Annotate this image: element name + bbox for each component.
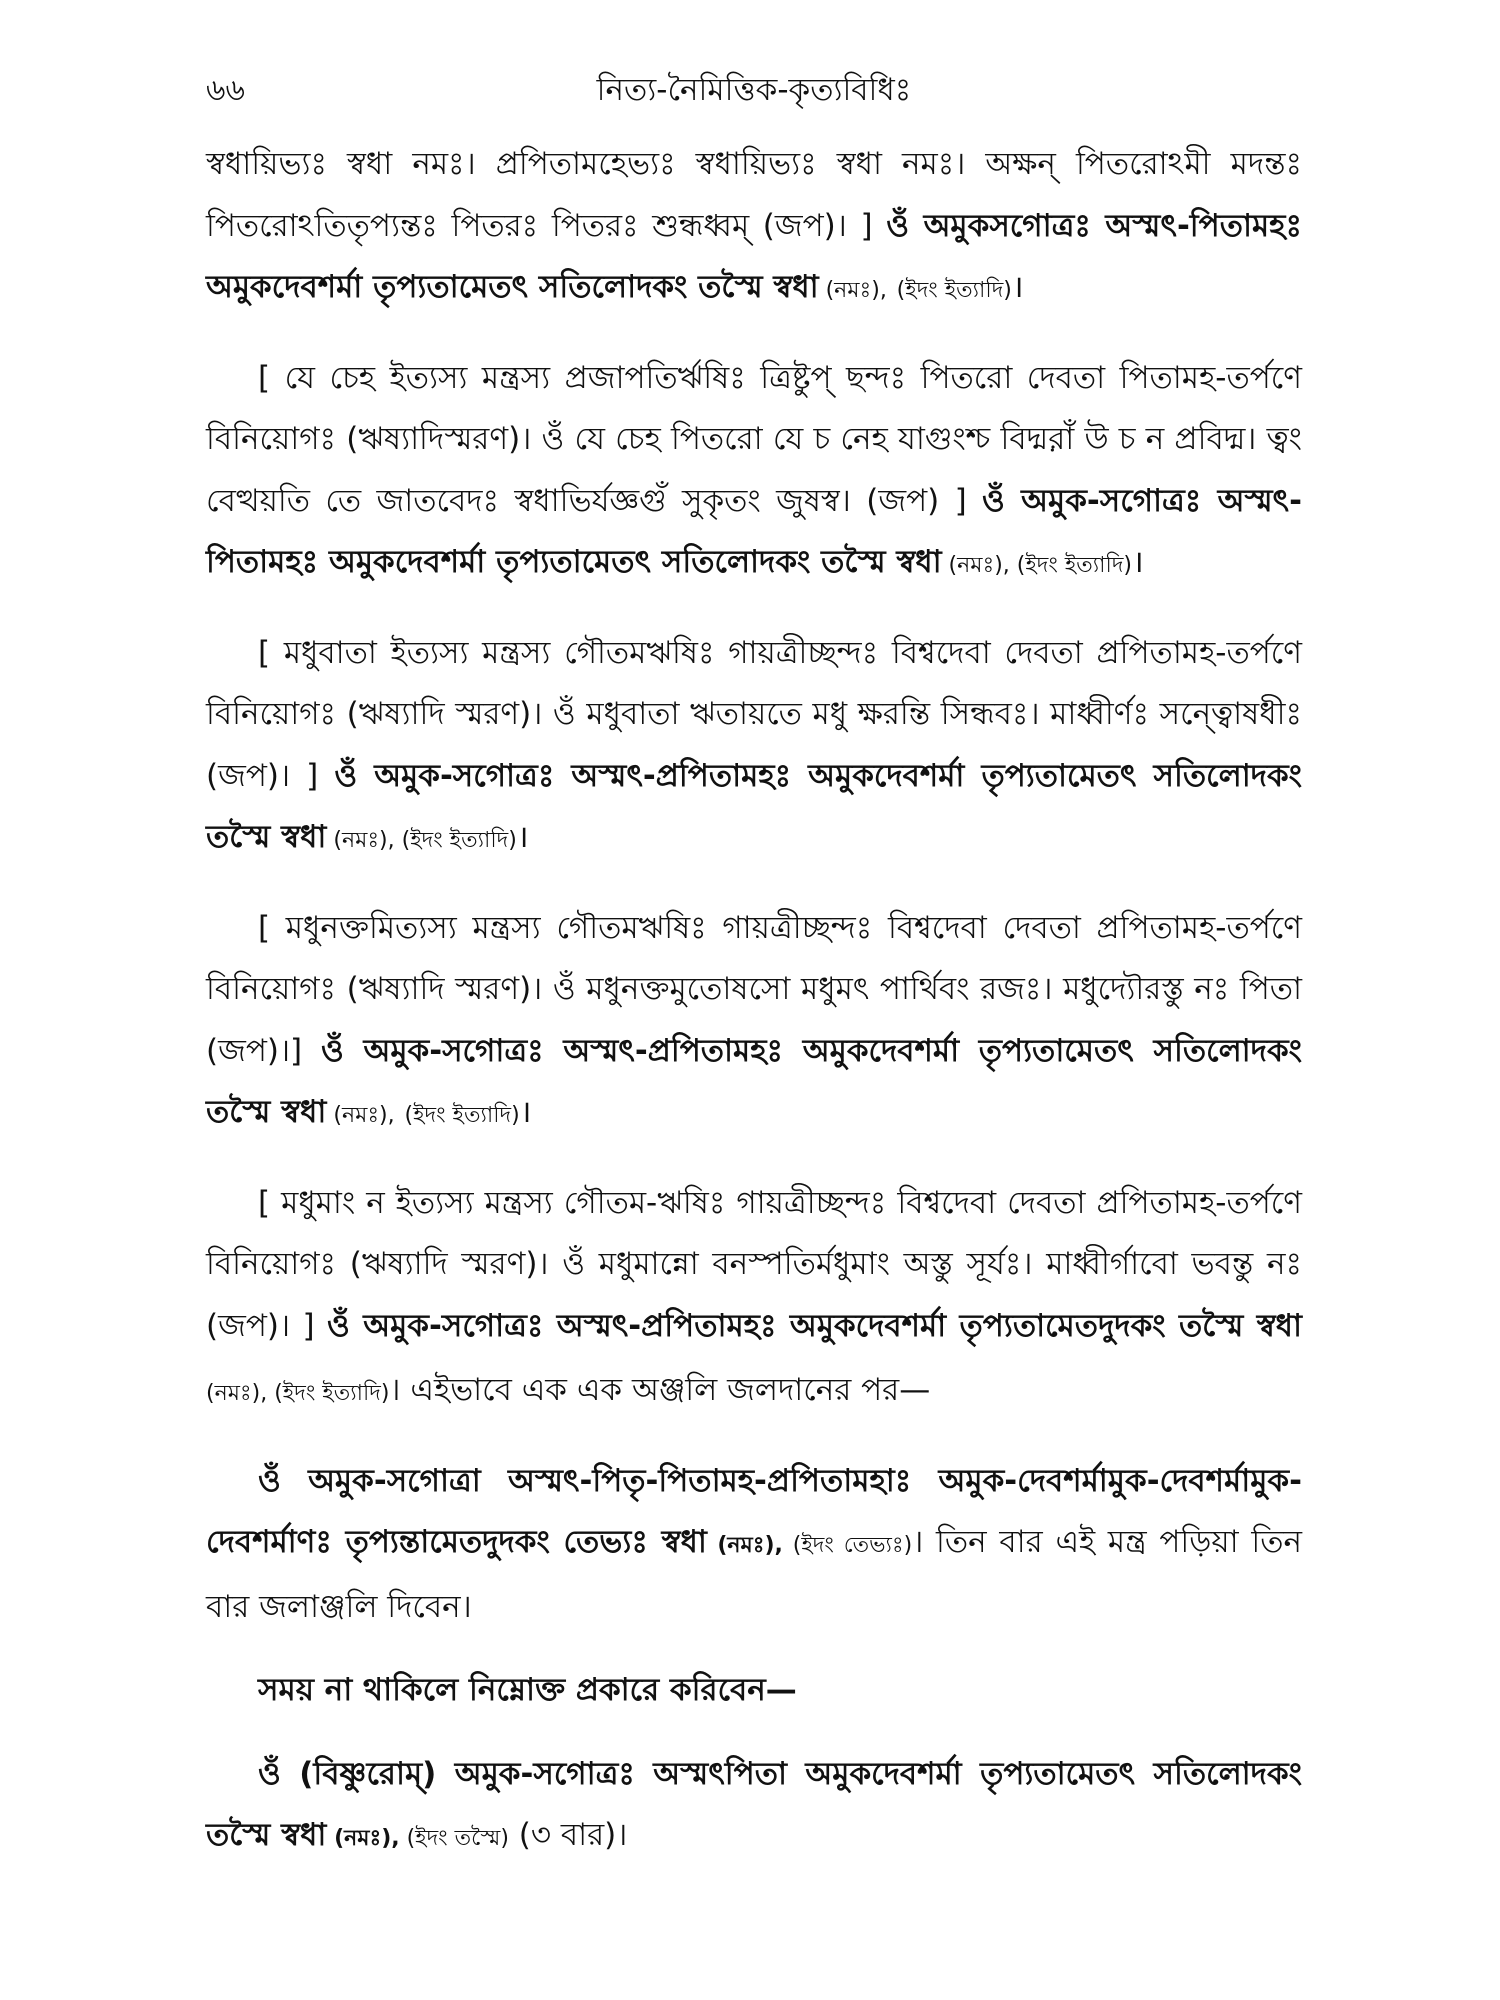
text-run: । তিন বার এই মন্ত্র পড়িয়া তিন বার জলাঞ্জলি দিবেন। (206, 1524, 1303, 1625)
text-run: [ যে চেহ ইত্যস্য মন্ত্রস্য প্রজাপতির্ঋষিঃ ত্রিষ্টুপ্ ছন্দঃ পিতরো দেবতা পিতামহ-তর্পণে বিনিয়োগঃ (ঋষ্যাদিস্মরণ)। ওঁ যে চেহ পিতরো যে চ নেহ যাগুংশ্চ বিদ্মর়াঁ উ চ ন প্রবিদ্ম। ত্বং বেত্থয়তি তে জাতবেদঃ স্বধাভির্যজ্ঞগুঁ সুকৃতং জুষস্ব। (জপ) ] (206, 359, 1302, 519)
text-run: (ইদং ইত্যাদি) (404, 1103, 520, 1128)
text-run: ওঁ অমুক-সগোত্রঃ অস্মৎ-প্রপিতামহঃ অমুকদেবশর্মা তৃপ্যতামেতদুদকং তস্মৈ স্বধা (327, 1307, 1302, 1344)
text-run: ওঁ (বিষ্ণুরোম্) অমুক-সগোত্রঃ অস্মৎপিতা অমুকদেবশর্মা তৃপ্যতামেতৎ সতিলোদকং তস্মৈ স্বধা (206, 1755, 1302, 1853)
text-run: । এইভাবে এক এক অঞ্জলি জলদানের পর— (389, 1372, 931, 1408)
page-header (206, 58, 1302, 118)
book-page (206, 58, 1302, 1870)
text-run: (নমঃ), (ইদং ইত্যাদি) (326, 828, 517, 853)
text-run: (ইদং তস্মৈ) (399, 1826, 509, 1851)
paragraph-8 (206, 1744, 1302, 1870)
text-run: । (1011, 269, 1024, 305)
paragraph-2 (206, 348, 1302, 597)
text-run: [ মধুনক্তমিত্যস্য মন্ত্রস্য গৌতমঋষিঃ গায়ত্রীচ্ছন্দঃ বিশ্বদেবা দেবতা প্রপিতামহ-তর্পণে বিনিয়োগঃ (ঋষ্যাদি স্মরণ)। ওঁ মধুনক্তমুতোষসো মধুমৎ পার্থিবং রজঃ। মধুদ্যৌরস্তু নঃ পিতা (জপ)।] (206, 909, 1302, 1069)
text-run: ওঁ অমুক-সগোত্রঃ অস্মৎ-প্রপিতামহঃ অমুকদেবশর্মা তৃপ্যতামেতৎ সতিলোদকং তস্মৈ স্বধা (206, 1032, 1302, 1130)
text-run: (নমঃ), (818, 278, 887, 303)
text-run: [ মধুমাং ন ইত্যস্য মন্ত্রস্য গৌতম-ঋষিঃ গায়ত্রীচ্ছন্দঃ বিশ্বদেবা দেবতা প্রপিতামহ-তর্পণে বিনিয়োগঃ (ঋষ্যাদি স্মরণ)। ওঁ মধুমান্নো বনস্পতির্মধুমাং অস্তু সূর্যঃ। মাধ্বীর্গাবো ভবন্তু নঃ (জপ)। ] (206, 1184, 1302, 1344)
text-run: ওঁ অমুকসগোত্রঃ অস্মৎ-পিতামহঃ অমুকদেবশর্মা তৃপ্যতামেতৎ সতিলোদকং তস্মৈ স্বধা (206, 207, 1302, 305)
text-run: (নমঃ), (706, 1533, 783, 1558)
text-run: ওঁ অমুক-সগোত্রা অস্মৎ-পিতৃ-পিতামহ-প্রপিতামহাঃ অমুক-দেবশর্মামুক-দেবশর্মামুক-দেবশর্মাণঃ তৃপ্যন্তামেতদুদকং তেভ্যঃ স্বধা (206, 1462, 1302, 1560)
text-run: (নমঃ), (326, 1826, 400, 1851)
text-run: [ মধুবাতা ইত্যস্য মন্ত্রস্য গৌতমঋষিঃ গায়ত্রীচ্ছন্দঃ বিশ্বদেবা দেবতা প্রপিতামহ-তর্পণে বিনিয়োগঃ (ঋষ্যাদি স্মরণ)। ওঁ মধুবাতা ঋতায়তে মধু ক্ষরন্তি সিন্ধবঃ। মাধ্বীর্ণঃ সন্ত্বোষধীঃ (জপ)। ] (206, 634, 1302, 794)
text-run: সময় না থাকিলে নিম্নোক্ত প্রকারে করিবেন— (258, 1672, 797, 1708)
page-number: ৬৬ (206, 73, 246, 108)
paragraph-7 (206, 1660, 1302, 1722)
text-run: ওঁ অমুক-সগোত্রঃ অস্মৎ-পিতামহঃ অমুকদেবশর্মা তৃপ্যতামেতৎ সতিলোদকং তস্মৈ স্বধা (206, 482, 1302, 580)
paragraph-1 (206, 134, 1302, 322)
paragraph-4 (206, 898, 1302, 1147)
text-run: স্বধায়িভ্যঃ স্বধা নমঃ। প্রপিতামহেভ্যঃ স্বধায়িভ্যঃ স্বধা নমঃ। অক্ষন্ পিতরোঽমী মদন্তঃ পিতরোঽতিতৃপ্যন্তঃ পিতরঃ পিতরঃ শুন্ধধ্বম্ (জপ)। ] (206, 146, 1302, 244)
text-run: (নমঃ), (326, 1103, 395, 1128)
text-run: । (516, 819, 529, 855)
text-run (395, 1094, 405, 1130)
paragraph-3 (206, 623, 1302, 872)
text-run: (ইদং তেভ্যঃ) (782, 1533, 913, 1558)
text-run: ওঁ অমুক-সগোত্রঃ অস্মৎ-প্রপিতামহঃ অমুকদেবশর্মা তৃপ্যতামেতৎ সতিলোদকং তস্মৈ স্বধা (206, 757, 1302, 855)
running-title: নিত্য-নৈমিত্তিক-কৃত্যবিধিঃ (596, 72, 912, 108)
text-run: । (519, 1094, 532, 1130)
paragraph-6 (206, 1451, 1302, 1639)
text-run: (নমঃ), (ইদং ইত্যাদি) (941, 553, 1132, 578)
text-run: (নমঃ), (ইদং ইত্যাদি) (206, 1381, 390, 1406)
text-run: (ইদং ইত্যাদি) (896, 278, 1012, 303)
text-run: । (1131, 544, 1144, 580)
text-run (887, 269, 897, 305)
text-run: (৩ বার)। (508, 1817, 628, 1853)
paragraph-5 (206, 1173, 1302, 1425)
